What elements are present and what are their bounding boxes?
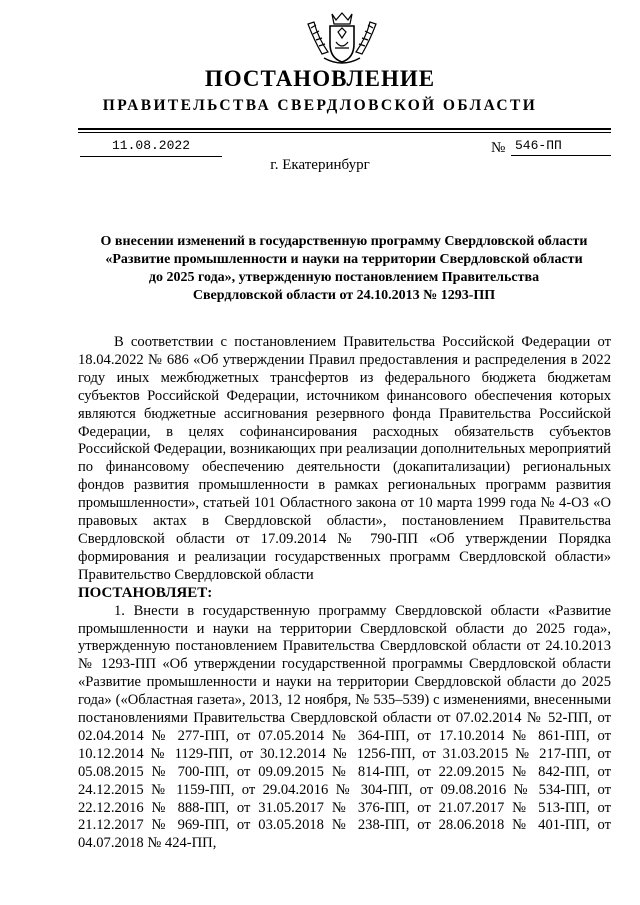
document-type: ПОСТАНОВЛЕНИЕ xyxy=(204,66,436,91)
coat-of-arms-icon xyxy=(304,10,380,68)
title-line: «Развитие промышленности и науки на территории Свердловской области xyxy=(105,252,583,267)
document-body xyxy=(78,334,611,853)
item-1-paragraph: 1. Внести в государственную программу Свердловской области «Развитие промышленности и науки на территории Свердловской области до 2025 года», утвержденную постановлением Правительства Свердловской области от 24.10.2013 № 1293-ПП «Об утверждении государственной программы Свердловской области «Развитие промышленности и науки на территории Свердловской области до 2025 года» («Областная газета», 2013, 12 ноября, № 535–539) с изменениями, внесенными постановлениями Правительства Свердловской области от 07.02.2014 № 52-ПП, от 02.04.2014 № 277-ПП, от 07.05.2014 № 364-ПП, от 17.10.2014 № 861-ПП, от 10.12.2014 № 1129-ПП, от 30.12.2014 № 1256-ПП, от 31.03.2015 № 217-ПП, от 05.08.2015 № 700-ПП, от 09.09.2015 № 814-ПП, от 22.09.2015 № 842-ПП, от 24.12.2015 № 1159-ПП, от 29.04.2016 № 304-ПП, от 09.08.2016 № 534-ПП, от 22.12.2016 № 888-ПП, от 31.05.2017 № 376-ПП, от 21.07.2017 № 513-ПП, от 21.12.2017 № 969-ПП, от 03.05.2018 № 238-ПП, от 28.06.2018 № 401-ПП, от 04.07.2018 № 424-ПП, xyxy=(78,602,611,852)
preamble-paragraph: В соответствии с постановлением Правительства Российской Федерации от 18.04.2022 № 686 «Об утверждении Правил предоставления и распределения в 2022 году иных межбюджетных трансфертов из федерального бюджета бюджетам субъектов Российской Федерации, источником финансового обеспечения которых являются бюджетные ассигнования резервного фонда Правительства Российской Федерации, в целях софинансирования расходных обязательств субъектов Российской Федерации, возникающих при реализации дополнительных мероприятий по финансовому обеспечению деятельности (докапитализации) региональных фондов развития промышленности в рамках региональных программ развития промышленности», статьей 101 Областного закона от 10 марта 1999 года № 4-ОЗ «О правовых актах в Свердловской области», постановлением Правительства Свердловской области от 17.09.2014 № 790-ПП «Об утверждении Порядка формирования и реализации государственных программ Свердловской области» Правительство Свердловской области xyxy=(78,334,611,583)
title-line: Свердловской области от 24.10.2013 № 1293-ПП xyxy=(192,288,496,303)
document-city: г. Екатеринбург xyxy=(270,157,370,173)
title-line: О внесении изменений в государственную программу Свердловской области xyxy=(100,234,588,249)
title-line: до 2025 года», утвержденную постановлением Правительства xyxy=(148,270,540,285)
document-title xyxy=(74,233,614,305)
header-rule-thin xyxy=(78,132,611,133)
document-number: 546-ПП xyxy=(511,138,611,156)
issuing-authority: ПРАВИТЕЛЬСТВА СВЕРДЛОВСКОЙ ОБЛАСТИ xyxy=(102,97,538,114)
document-date: 11.08.2022 xyxy=(80,138,222,157)
decree-word: ПОСТАНОВЛЯЕТ: xyxy=(78,584,213,601)
header-rule-thick xyxy=(78,128,611,130)
number-label: № xyxy=(491,140,506,156)
